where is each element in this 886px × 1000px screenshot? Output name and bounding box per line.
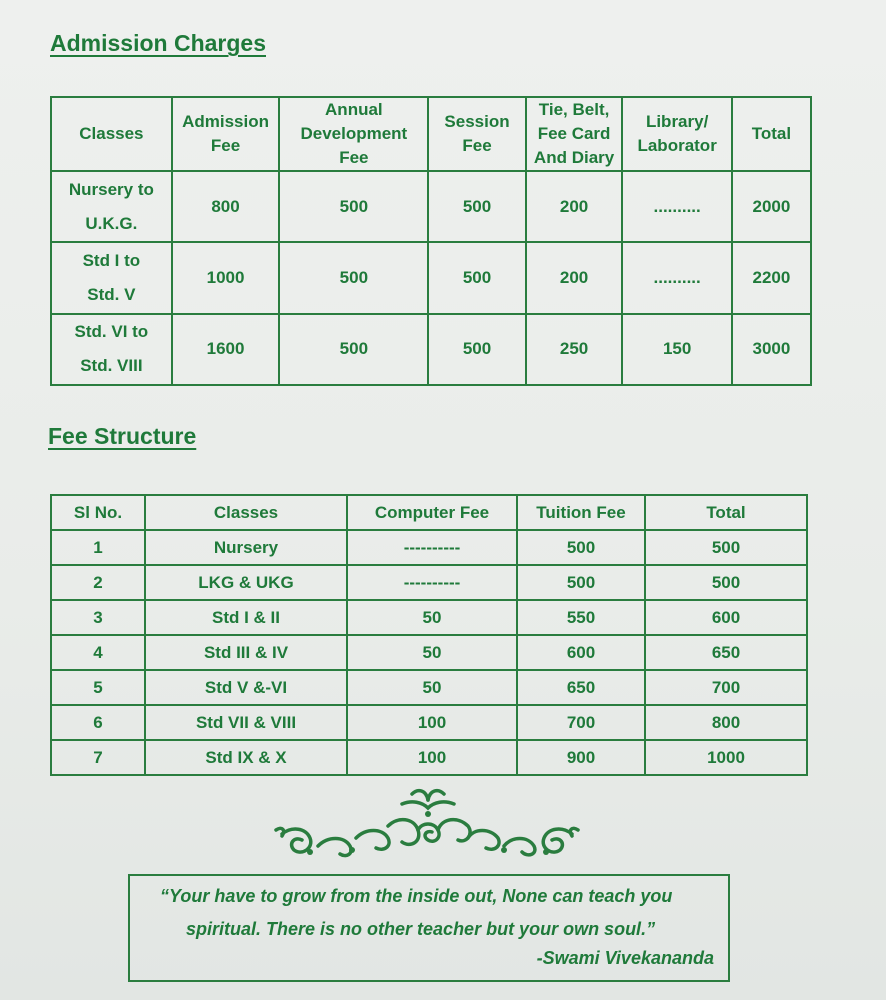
tuition-fee-cell: 550	[517, 600, 645, 635]
sl-no-cell: 3	[51, 600, 145, 635]
header-tie-belt-fee: Tie, Belt, Fee Card And Diary	[526, 97, 623, 171]
development-fee-cell: 500	[279, 314, 428, 385]
library-fee-cell: 150	[622, 314, 731, 385]
tuition-fee-cell: 900	[517, 740, 645, 775]
table-row	[51, 314, 811, 385]
development-fee-cell: 500	[279, 242, 428, 313]
library-fee-cell: ..........	[622, 171, 731, 242]
session-fee-cell: 500	[428, 314, 525, 385]
fee-structure-table	[50, 494, 808, 776]
total-cell: 800	[645, 705, 807, 740]
class-cell: Std I to Std. V	[51, 242, 172, 313]
header-total: Total	[732, 97, 811, 171]
admission-fee-cell: 1000	[172, 242, 280, 313]
header-admission-fee: Admission Fee	[172, 97, 280, 171]
tuition-fee-cell: 500	[517, 530, 645, 565]
admission-fee-cell: 1600	[172, 314, 280, 385]
table-row	[51, 565, 807, 600]
tie-belt-fee-cell: 250	[526, 314, 623, 385]
table-row	[51, 171, 811, 242]
table-row	[51, 242, 811, 313]
sl-no-cell: 7	[51, 740, 145, 775]
total-cell: 1000	[645, 740, 807, 775]
table-row	[51, 670, 807, 705]
computer-fee-cell: ----------	[347, 530, 517, 565]
computer-fee-cell: 50	[347, 635, 517, 670]
table-row	[51, 740, 807, 775]
sl-no-cell: 4	[51, 635, 145, 670]
header-sl-no: Sl No.	[51, 495, 145, 530]
header-total: Total	[645, 495, 807, 530]
tuition-fee-cell: 500	[517, 565, 645, 600]
header-computer-fee: Computer Fee	[347, 495, 517, 530]
class-cell: Nursery	[145, 530, 347, 565]
session-fee-cell: 500	[428, 242, 525, 313]
class-cell: Std VII & VIII	[145, 705, 347, 740]
admission-fee-cell: 800	[172, 171, 280, 242]
admission-charges-heading: Admission Charges	[50, 30, 266, 56]
table-row	[51, 600, 807, 635]
tie-belt-fee-cell: 200	[526, 171, 623, 242]
computer-fee-cell: 50	[347, 600, 517, 635]
total-cell: 650	[645, 635, 807, 670]
session-fee-cell: 500	[428, 171, 525, 242]
class-cell: Std IX & X	[145, 740, 347, 775]
quote-line-2: spiritual. There is no other teacher but your own soul.”	[186, 919, 656, 939]
sl-no-cell: 2	[51, 565, 145, 600]
computer-fee-cell: 100	[347, 740, 517, 775]
table-header-row	[51, 495, 807, 530]
quote-line-1: “Your have to grow from the inside out, None can teach you	[160, 886, 673, 906]
header-library-fee: Library/ Laborator	[622, 97, 731, 171]
sl-no-cell: 5	[51, 670, 145, 705]
computer-fee-cell: 50	[347, 670, 517, 705]
class-cell: Nursery to U.K.G.	[51, 171, 172, 242]
header-annual-development-fee: Annual Development Fee	[279, 97, 428, 171]
header-classes: Classes	[51, 97, 172, 171]
table-row	[51, 635, 807, 670]
total-cell: 2000	[732, 171, 811, 242]
quote-author: -Swami Vivekananda	[536, 948, 714, 968]
total-cell: 3000	[732, 314, 811, 385]
admission-charges-table	[50, 96, 812, 386]
computer-fee-cell: ----------	[347, 565, 517, 600]
class-cell: Std I & II	[145, 600, 347, 635]
total-cell: 500	[645, 530, 807, 565]
class-cell: Std III & IV	[145, 635, 347, 670]
fee-structure-heading: Fee Structure	[48, 423, 197, 449]
tuition-fee-cell: 600	[517, 635, 645, 670]
table-header-row	[51, 97, 811, 171]
quote-box	[128, 874, 730, 982]
total-cell: 2200	[732, 242, 811, 313]
table-row	[51, 530, 807, 565]
total-cell: 700	[645, 670, 807, 705]
sl-no-cell: 6	[51, 705, 145, 740]
header-session-fee: Session Fee	[428, 97, 525, 171]
header-tuition-fee: Tuition Fee	[517, 495, 645, 530]
class-cell: LKG & UKG	[145, 565, 347, 600]
tuition-fee-cell: 700	[517, 705, 645, 740]
computer-fee-cell: 100	[347, 705, 517, 740]
floral-scroll-ornament-icon	[272, 786, 584, 866]
sl-no-cell: 1	[51, 530, 145, 565]
table-row	[51, 705, 807, 740]
header-classes: Classes	[145, 495, 347, 530]
class-cell: Std V &-VI	[145, 670, 347, 705]
total-cell: 600	[645, 600, 807, 635]
development-fee-cell: 500	[279, 171, 428, 242]
library-fee-cell: ..........	[622, 242, 731, 313]
tie-belt-fee-cell: 200	[526, 242, 623, 313]
tuition-fee-cell: 650	[517, 670, 645, 705]
class-cell: Std. VI to Std. VIII	[51, 314, 172, 385]
total-cell: 500	[645, 565, 807, 600]
